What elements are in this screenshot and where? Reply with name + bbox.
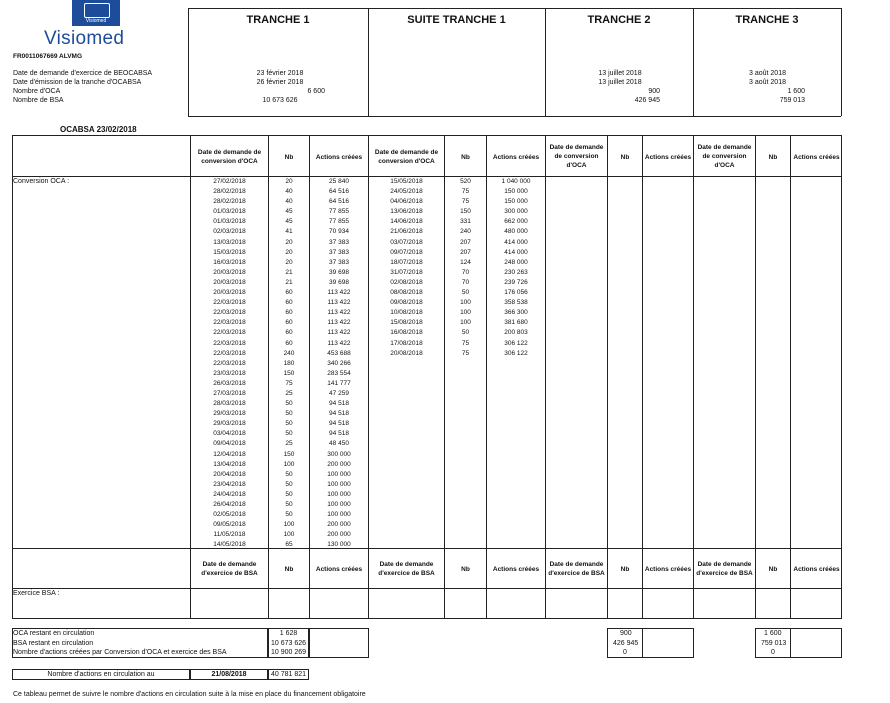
actions-cell: 200 000	[327, 521, 351, 529]
actions-cell: 200 803	[504, 329, 528, 337]
col-header-nb: Nb	[768, 565, 778, 573]
actions-cell: 64 516	[329, 188, 349, 196]
tranche-3-bsa: 759 013	[779, 97, 805, 104]
actions-cell: 113 422	[327, 299, 351, 307]
tranche-3-values	[730, 69, 805, 105]
date-cell: 28/02/2018	[213, 198, 246, 206]
isin-code: FR0011067669 ALVMG	[13, 53, 83, 60]
date-cell: 29/03/2018	[213, 420, 246, 428]
tranche-1-bsa: 10 673 626	[262, 97, 298, 104]
tranche-2-values	[580, 69, 660, 105]
actions-cell: 306 122	[504, 349, 528, 357]
actions-cell: 100 000	[327, 511, 351, 519]
top-labels	[13, 69, 152, 105]
col-header-date-conversion: Date de demande de conversion d'OCA	[197, 149, 262, 165]
actions-cell: 94 518	[329, 420, 349, 428]
footnote: Ce tableau permet de suivre le nombre d'actions en circulation suite à la mise en place du financement obligatoire	[13, 691, 366, 698]
col-header-actions: Actions créées	[644, 565, 692, 573]
date-cell: 26/04/2018	[213, 501, 246, 508]
nb-cell: 60	[285, 289, 293, 297]
col-header-nb: Nb	[620, 565, 630, 573]
col-header-nb: Nb	[768, 153, 778, 161]
date-cell: 20/03/2018	[213, 289, 246, 297]
summary-t2-actions: 0	[623, 649, 627, 656]
actions-cell: 37 383	[329, 238, 349, 246]
actions-cell: 94 518	[329, 430, 349, 438]
summary-t3-empty	[790, 628, 842, 658]
date-cell: 14/06/2018	[390, 218, 423, 226]
date-cell: 20/03/2018	[213, 278, 246, 286]
col-header-nb: Nb	[284, 153, 294, 161]
date-cell: 10/08/2018	[390, 309, 423, 317]
tranche-2-oca: 900	[648, 88, 660, 95]
actions-cell: 239 726	[504, 278, 528, 286]
grid-col-line	[642, 135, 643, 619]
date-cell: 17/08/2018	[390, 339, 423, 347]
actions-cell: 200 000	[327, 460, 351, 468]
top-box-border-top	[188, 8, 841, 9]
nb-cell: 75	[461, 349, 470, 357]
summary-t1-oca: 1 628	[279, 630, 298, 637]
grid-col-line	[790, 135, 791, 619]
date-cell: 18/07/2018	[390, 258, 423, 266]
actions-cell: 113 422	[327, 319, 351, 327]
actions-cell: 37 383	[329, 248, 349, 256]
col-header-actions: Actions créées	[644, 153, 692, 161]
nb-cell: 207	[460, 248, 471, 256]
nb-cell: 21	[285, 268, 293, 276]
col-header-date-conversion: Date de demande de conversion d'OCA	[374, 149, 439, 165]
nb-cell: 25	[285, 440, 293, 448]
logo	[72, 0, 120, 26]
date-cell: 20/08/2018	[390, 349, 423, 357]
label-oca-restant: OCA restant en circulation	[13, 630, 95, 637]
actions-cell: 176 056	[504, 289, 528, 297]
date-cell: 22/03/2018	[213, 359, 246, 367]
date-cell: 13/03/2018	[213, 238, 246, 246]
nb-cell: 100	[283, 460, 295, 468]
date-cell: 02/08/2018	[390, 278, 423, 286]
col-header-date-exercice: Date de demande d'exercice de BSA	[201, 561, 258, 577]
date-cell: 24/04/2018	[213, 490, 246, 498]
date-cell: 23/03/2018	[213, 369, 246, 377]
actions-cell: 77 855	[329, 208, 349, 216]
grid-col-line	[607, 135, 608, 619]
nb-cell: 21	[285, 278, 293, 286]
actions-cell: 100 000	[327, 490, 351, 498]
actions-cell: 366 300	[504, 309, 528, 317]
actions-cell: 100 000	[327, 501, 351, 508]
date-cell: 26/03/2018	[213, 379, 246, 387]
date-cell: 22/03/2018	[213, 309, 246, 317]
tranche-3-demande: 3 août 2018	[749, 70, 786, 77]
nb-cell: 60	[285, 299, 293, 307]
summary-t2-bsa: 426 945	[613, 639, 639, 647]
nb-cell: 60	[285, 329, 293, 337]
actions-cell: 453 688	[327, 349, 351, 357]
nb-cell: 50	[285, 430, 293, 438]
nb-cell: 207	[460, 238, 471, 246]
nb-cell: 45	[285, 208, 293, 216]
nb-cell: 75	[461, 188, 470, 196]
summary-t1-actions: 10 900 269	[270, 649, 307, 656]
summary-t2-oca: 900	[620, 630, 632, 637]
actions-cell: 358 538	[504, 299, 528, 307]
nb-cell: 50	[461, 329, 470, 337]
date-cell: 08/08/2018	[390, 289, 423, 297]
nb-cell: 100	[283, 531, 295, 539]
nb-cell: 20	[285, 238, 293, 246]
tranche-1-demande: 23 février 2018	[256, 70, 304, 77]
nb-cell: 60	[285, 309, 293, 317]
actions-cell: 248 000	[504, 258, 528, 266]
actions-cell: 150 000	[504, 188, 528, 196]
summary-t3-bsa: 759 013	[761, 639, 787, 647]
nb-cell: 40	[285, 198, 293, 206]
actions-cell: 113 422	[327, 339, 351, 347]
date-cell: 02/03/2018	[213, 228, 246, 236]
date-cell: 27/03/2018	[213, 389, 246, 397]
nb-cell: 25	[285, 389, 293, 397]
nb-cell: 331	[460, 218, 471, 226]
date-cell: 20/03/2018	[213, 268, 246, 276]
date-cell: 14/05/2018	[213, 541, 246, 549]
date-cell: 12/04/2018	[213, 450, 246, 458]
summary-t3-actions: 0	[771, 649, 775, 656]
nb-cell: 50	[285, 501, 293, 508]
actions-cell: 480 000	[504, 228, 528, 236]
col-header-nb: Nb	[284, 565, 294, 573]
nb-cell: 180	[283, 359, 295, 367]
actions-cell: 100 000	[327, 480, 351, 488]
nb-cell: 150	[283, 450, 295, 458]
date-cell: 09/07/2018	[390, 248, 423, 256]
nb-cell: 50	[285, 470, 293, 478]
col-header-actions: Actions créées	[492, 153, 540, 161]
actions-cell: 113 422	[327, 329, 351, 337]
date-cell: 15/03/2018	[213, 248, 246, 256]
date-cell: 22/03/2018	[213, 349, 246, 357]
nb-cell: 100	[460, 299, 471, 307]
date-cell: 21/06/2018	[390, 228, 423, 236]
col-header-date-exercice: Date de demande d'exercice de BSA	[548, 561, 605, 577]
date-cell: 04/06/2018	[390, 198, 423, 206]
nb-cell: 100	[460, 309, 471, 317]
suite-tranche-1-nb-column	[445, 177, 486, 359]
tranche-3-oca: 1 600	[787, 88, 805, 95]
date-cell: 02/05/2018	[213, 511, 246, 519]
date-cell: 03/07/2018	[390, 238, 423, 246]
header-tranche-1: TRANCHE 1	[246, 14, 310, 26]
nb-cell: 40	[285, 188, 293, 196]
nb-cell: 520	[460, 178, 471, 185]
date-cell: 15/05/2018	[390, 178, 423, 185]
date-cell: 31/07/2018	[390, 268, 423, 276]
nb-cell: 70	[461, 278, 470, 286]
label-actions-creees: Nombre d'actions créées par Conversion d'OCA et exercice des BSA	[13, 649, 227, 656]
actions-cell: 113 422	[327, 289, 351, 297]
date-cell: 28/02/2018	[213, 188, 246, 196]
actions-cell: 414 000	[504, 248, 528, 256]
actions-cell: 94 518	[329, 400, 349, 408]
date-cell: 22/03/2018	[213, 329, 246, 337]
summary-t1-bsa: 10 673 626	[270, 639, 307, 647]
col-header-actions: Actions créées	[315, 565, 363, 573]
nb-cell: 60	[285, 339, 293, 347]
nb-cell: 41	[285, 228, 293, 236]
actions-cell: 381 680	[504, 319, 528, 327]
nb-cell: 20	[285, 178, 293, 185]
date-cell: 09/04/2018	[213, 440, 246, 448]
tranche-2-demande: 13 juillet 2018	[598, 70, 642, 77]
date-cell: 29/03/2018	[213, 410, 246, 418]
brand-name: Visiomed	[44, 28, 125, 49]
date-cell: 28/03/2018	[213, 400, 246, 408]
nb-cell: 65	[285, 541, 293, 549]
actions-cell: 94 518	[329, 410, 349, 418]
label-nombre-oca: Nombre d'OCA	[13, 88, 61, 95]
actions-cell: 48 450	[329, 440, 349, 448]
header-suite-tranche-1: SUITE TRANCHE 1	[407, 14, 506, 26]
date-cell: 11/05/2018	[213, 531, 246, 539]
col-header-date-conversion: Date de demande de conversion d'OCA	[697, 143, 752, 169]
tranche-1-dates-column	[191, 177, 268, 550]
logo-mark-icon	[84, 3, 110, 18]
date-cell: 16/08/2018	[390, 329, 423, 337]
actions-cell: 100 000	[327, 470, 351, 478]
col-header-actions: Actions créées	[793, 153, 840, 161]
actions-cell: 340 266	[327, 359, 351, 367]
nb-cell: 50	[285, 410, 293, 418]
summary-labels	[13, 629, 227, 658]
grid-col-line	[755, 135, 756, 619]
actions-cell: 25 840	[329, 178, 349, 185]
date-cell: 22/03/2018	[213, 339, 246, 347]
actions-cell: 39 698	[329, 268, 349, 276]
grid-row-line	[12, 588, 842, 589]
nb-cell: 60	[285, 319, 293, 327]
date-cell: 20/04/2018	[213, 470, 246, 478]
date-cell: 13/04/2018	[213, 460, 246, 468]
actions-cell: 300 000	[327, 450, 351, 458]
nb-cell: 50	[285, 490, 293, 498]
tranche-2-bsa: 426 945	[634, 97, 660, 104]
nb-cell: 75	[461, 198, 470, 206]
col-header-date-exercice: Date de demande d'exercice de BSA	[696, 561, 753, 577]
actions-cell: 141 777	[327, 379, 351, 387]
total-label: Nombre d'actions en circulation au	[47, 671, 155, 678]
col-header-nb: Nb	[461, 153, 470, 161]
header-tranche-3: TRANCHE 3	[735, 14, 799, 26]
actions-cell: 113 422	[327, 309, 351, 317]
top-box-divider	[841, 8, 842, 116]
tranche-1-values	[220, 69, 340, 105]
tranche-1-oca: 6 600	[307, 88, 325, 95]
date-cell: 09/08/2018	[390, 299, 423, 307]
label-emission-ocabsa: Date d'émission de la tranche d'OCABSA	[13, 79, 142, 86]
col-header-nb: Nb	[461, 565, 470, 573]
nb-cell: 20	[285, 248, 293, 256]
col-header-actions: Actions créées	[492, 565, 540, 573]
col-header-date-exercice: Date de demande d'exercice de BSA	[378, 561, 435, 577]
tranche-2-emission: 13 juillet 2018	[598, 79, 642, 86]
grid-row-line	[12, 548, 842, 549]
label-nombre-bsa: Nombre de BSA	[13, 97, 64, 104]
nb-cell: 150	[460, 208, 471, 216]
total-date: 21/08/2018	[211, 671, 247, 678]
date-cell: 03/04/2018	[213, 430, 246, 438]
date-cell: 01/03/2018	[213, 208, 246, 216]
label-demande-beocabsa: Date de demande d'exercice de BEOCABSA	[13, 70, 153, 77]
summary-t1-empty	[309, 628, 369, 658]
conversion-label: Conversion OCA :	[13, 178, 70, 185]
nb-cell: 50	[285, 400, 293, 408]
actions-cell: 37 383	[329, 258, 349, 266]
date-cell: 22/03/2018	[213, 319, 246, 327]
tranche-3-emission: 3 août 2018	[749, 79, 786, 86]
tranche-1-nb-column	[269, 177, 309, 550]
summary-t2-values	[608, 629, 642, 658]
nb-cell: 100	[460, 319, 471, 327]
nb-cell: 50	[285, 420, 293, 428]
nb-cell: 150	[283, 369, 295, 377]
col-header-actions: Actions créées	[793, 565, 840, 573]
suite-tranche-1-actions-column	[487, 177, 545, 359]
nb-cell: 50	[285, 480, 293, 488]
summary-t2-empty	[642, 628, 694, 658]
col-header-date-conversion: Date de demande de conversion d'OCA	[549, 143, 604, 169]
actions-cell: 283 554	[327, 369, 351, 377]
actions-cell: 39 698	[329, 278, 349, 286]
nb-cell: 100	[283, 521, 295, 529]
nb-cell: 240	[460, 228, 471, 236]
nb-cell: 75	[461, 339, 470, 347]
date-cell: 27/02/2018	[213, 178, 246, 185]
tranche-1-emission: 26 février 2018	[256, 79, 304, 86]
date-cell: 22/03/2018	[213, 299, 246, 307]
actions-cell: 130 000	[327, 541, 351, 549]
nb-cell: 50	[285, 511, 293, 519]
actions-cell: 150 000	[504, 198, 528, 206]
date-cell: 09/05/2018	[213, 521, 246, 529]
summary-t3-values	[756, 629, 790, 658]
nb-cell: 70	[461, 268, 470, 276]
date-cell: 24/05/2018	[390, 188, 423, 196]
nb-cell: 240	[283, 349, 295, 357]
ocabsa-title: OCABSA 23/02/2018	[60, 125, 137, 134]
actions-cell: 662 000	[504, 218, 528, 226]
col-header-nb: Nb	[620, 153, 630, 161]
logo-small-text: Visiomed	[85, 18, 107, 24]
actions-cell: 230 263	[504, 268, 528, 276]
date-cell: 13/06/2018	[390, 208, 423, 216]
tranche-1-actions-column	[310, 177, 368, 550]
date-cell: 16/03/2018	[213, 258, 246, 266]
actions-cell: 64 516	[329, 198, 349, 206]
actions-cell: 200 000	[327, 531, 351, 539]
header-tranche-2: TRANCHE 2	[587, 14, 651, 26]
summary-t3-oca: 1 600	[764, 630, 782, 637]
actions-cell: 300 000	[504, 208, 528, 216]
date-cell: 23/04/2018	[213, 480, 246, 488]
nb-cell: 75	[285, 379, 293, 387]
exercice-label: Exercice BSA :	[13, 590, 60, 597]
summary-t1-values	[268, 629, 309, 658]
nb-cell: 50	[461, 289, 470, 297]
top-box-border-bottom	[188, 116, 841, 117]
actions-cell: 1 040 000	[501, 178, 531, 185]
nb-cell: 45	[285, 218, 293, 226]
grid-col-line	[693, 135, 694, 619]
actions-cell: 414 000	[504, 238, 528, 246]
actions-cell: 70 934	[329, 228, 349, 236]
col-header-actions: Actions créées	[315, 153, 363, 161]
date-cell: 15/08/2018	[390, 319, 423, 327]
grid-col-line	[545, 135, 546, 619]
date-cell: 01/03/2018	[213, 218, 246, 226]
actions-cell: 47 259	[329, 389, 349, 397]
actions-cell: 77 855	[329, 218, 349, 226]
label-bsa-restant: BSA restant en circulation	[13, 639, 94, 647]
actions-cell: 306 122	[504, 339, 528, 347]
suite-tranche-1-dates-column	[369, 177, 444, 359]
total-value: 40 781 821	[270, 671, 307, 678]
nb-cell: 124	[460, 258, 471, 266]
nb-cell: 20	[285, 258, 293, 266]
